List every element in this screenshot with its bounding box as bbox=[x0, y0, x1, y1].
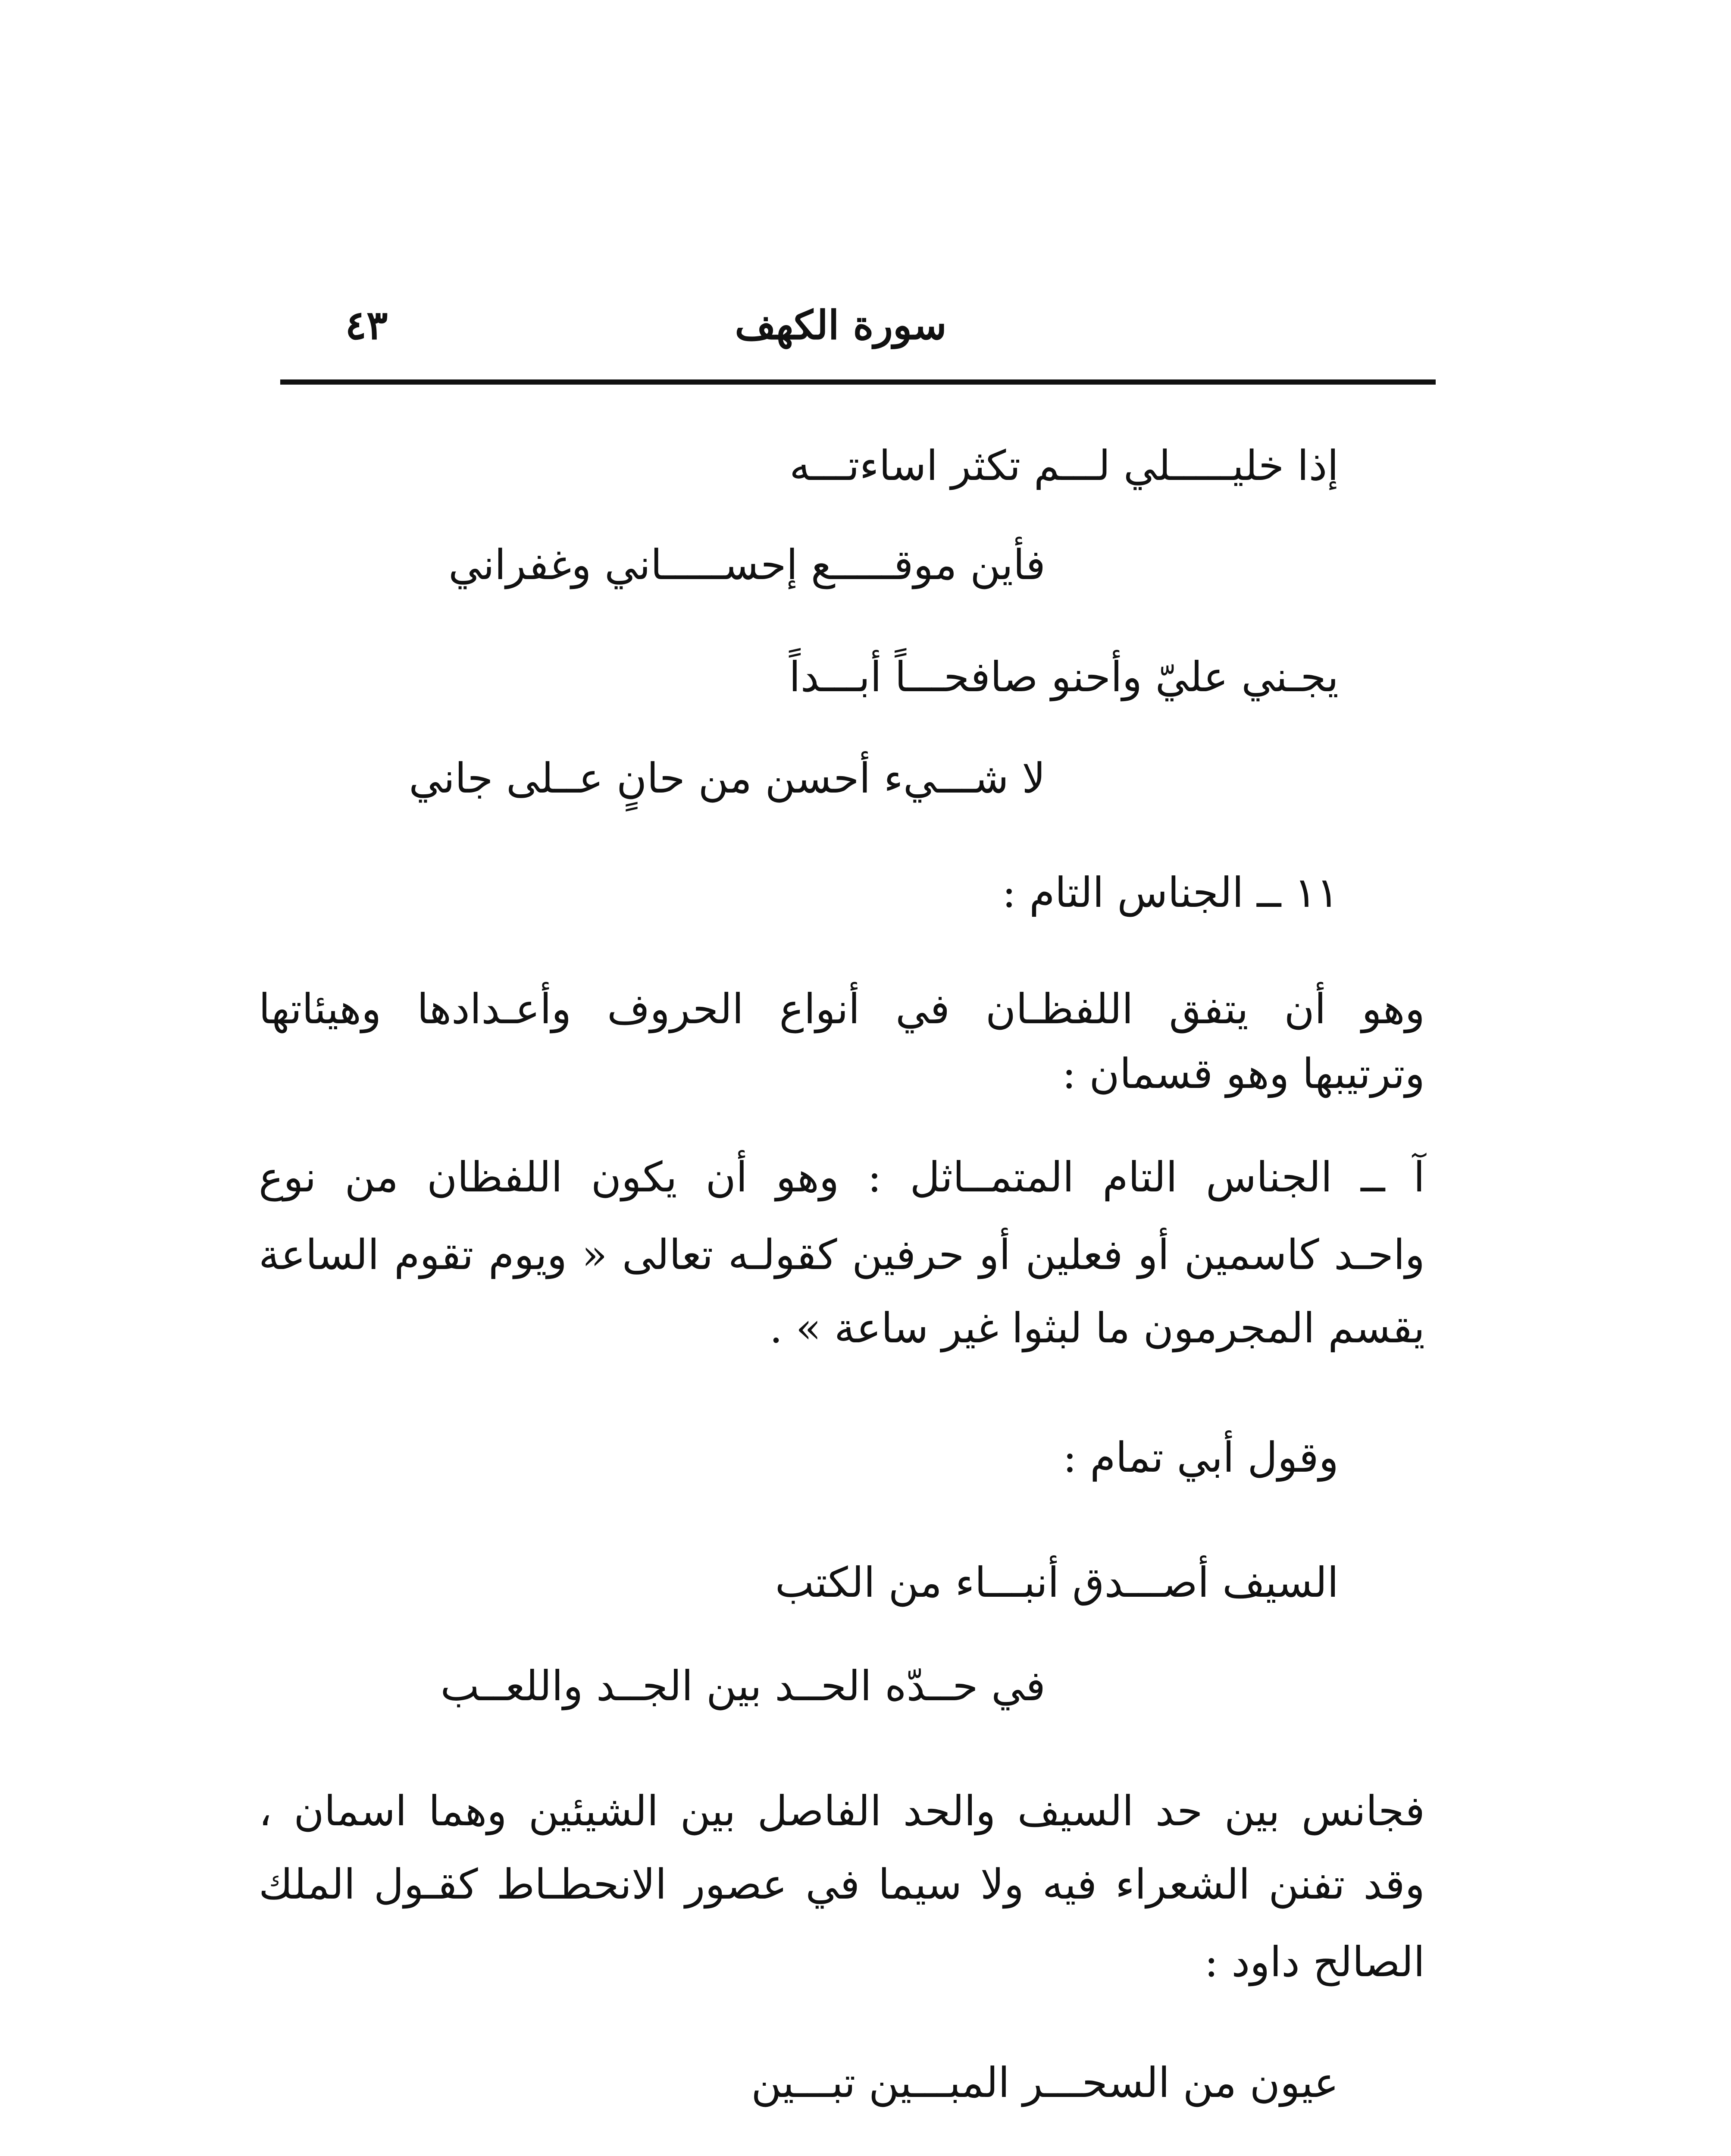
verse-line-4a: عيون من السحـــر المبـــين تبـــين bbox=[751, 2059, 1339, 2107]
paragraph-commentary-line-2: وقد تفنن الشعراء فيه ولا سيما في عصور الانحطـاط كقـول الملك bbox=[259, 1860, 1425, 1908]
paragraph-definition-line-2: وترتيبها وهو قسمان : bbox=[1062, 1050, 1425, 1098]
section-heading-jinas-tam: ١١ ــ الجناس التام : bbox=[1002, 868, 1339, 917]
paragraph-mutamathil-line-1: آ ــ الجناس التام المتمــاثل : وهو أن يكون اللفظان من نوع bbox=[259, 1153, 1425, 1201]
paragraph-commentary-line-3: الصالح داود : bbox=[1204, 1938, 1425, 1986]
verse-line-3a: السيف أصـــدق أنبـــاء من الكتب bbox=[775, 1558, 1339, 1607]
paragraph-definition-line-1: وهو أن يتفق اللفظـان في أنواع الحروف وأعـدادها وهيئاتها bbox=[259, 985, 1425, 1033]
header-rule bbox=[280, 379, 1436, 385]
verse-line-1b: فأين موقـــــع إحســـــاني وغفراني bbox=[448, 541, 1045, 589]
paragraph-mutamathil-line-2: واحـد كاسمين أو فعلين أو حرفين كقولـه تعالى « ويوم تقوم الساعة bbox=[259, 1231, 1425, 1279]
abu-tammam-intro: وقول أبي تمام : bbox=[1063, 1433, 1339, 1482]
paragraph-commentary-line-1: فجانس بين حد السيف والحد الفاصل بين الشيئين وهما اسمان ، bbox=[259, 1787, 1425, 1835]
verse-line-3b: في حــدّه الحــد بين الجــد واللعــب bbox=[440, 1662, 1045, 1710]
verse-line-1a: إذا خليـــــلي لـــم تكثر اساءتـــه bbox=[789, 442, 1339, 490]
verse-line-2a: يجـني عليّ وأحنو صافحـــاً أبـــداً bbox=[789, 653, 1339, 701]
page-number: ٤٣ bbox=[345, 302, 388, 348]
paragraph-mutamathil-line-3: يقسم المجرمون ما لبثوا غير ساعة » . bbox=[769, 1304, 1425, 1352]
running-header-title: سورة الكهف bbox=[735, 302, 947, 348]
verse-line-2b: لا شـــيء أحسن من حانٍ عــلى جاني bbox=[409, 754, 1045, 802]
